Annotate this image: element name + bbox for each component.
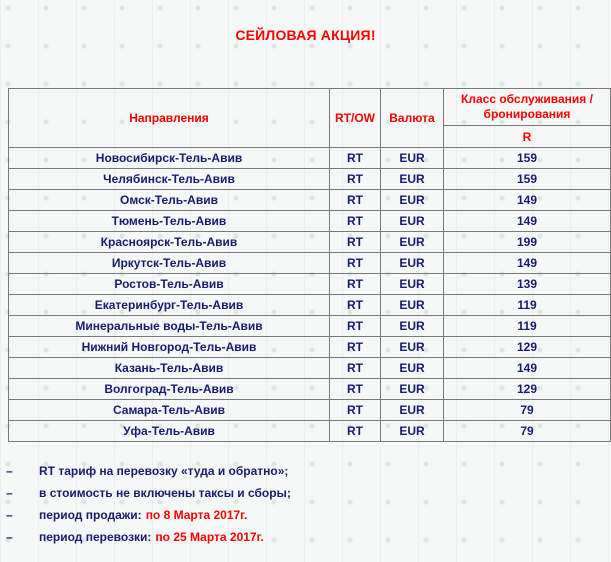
price-cell: 199 bbox=[444, 232, 611, 253]
rt-ow-cell: RT bbox=[330, 169, 381, 190]
rt-ow-cell: RT bbox=[330, 232, 381, 253]
route-cell: Уфа-Тель-Авив bbox=[9, 421, 330, 442]
price-cell: 79 bbox=[444, 421, 611, 442]
price-cell: 159 bbox=[444, 148, 611, 169]
price-cell: 149 bbox=[444, 253, 611, 274]
table-row bbox=[9, 421, 611, 442]
table-row bbox=[9, 169, 611, 190]
price-cell: 149 bbox=[444, 211, 611, 232]
header-route: Направления bbox=[9, 89, 330, 148]
route-cell: Волгоград-Тель-Авив bbox=[9, 379, 330, 400]
route-cell: Тюмень-Тель-Авив bbox=[9, 211, 330, 232]
rt-ow-cell: RT bbox=[330, 253, 381, 274]
route-cell: Минеральные воды-Тель-Авив bbox=[9, 316, 330, 337]
note-text: период перевозки: bbox=[39, 530, 152, 544]
note-item bbox=[6, 526, 606, 548]
currency-cell: EUR bbox=[381, 232, 444, 253]
currency-cell: EUR bbox=[381, 337, 444, 358]
rt-ow-cell: RT bbox=[330, 379, 381, 400]
table-row bbox=[9, 253, 611, 274]
table-row bbox=[9, 148, 611, 169]
price-cell: 129 bbox=[444, 379, 611, 400]
note-item bbox=[6, 482, 606, 504]
rt-ow-cell: RT bbox=[330, 148, 381, 169]
table-row bbox=[9, 274, 611, 295]
table-row bbox=[9, 316, 611, 337]
rt-ow-cell: RT bbox=[330, 400, 381, 421]
note-dash: – bbox=[6, 530, 13, 544]
route-cell: Екатеринбург-Тель-Авив bbox=[9, 295, 330, 316]
route-cell: Нижний Новгород-Тель-Авив bbox=[9, 337, 330, 358]
table-row bbox=[9, 232, 611, 253]
route-cell: Казань-Тель-Авив bbox=[9, 358, 330, 379]
currency-cell: EUR bbox=[381, 169, 444, 190]
currency-cell: EUR bbox=[381, 148, 444, 169]
price-cell: 119 bbox=[444, 295, 611, 316]
rt-ow-cell: RT bbox=[330, 358, 381, 379]
price-cell: 79 bbox=[444, 400, 611, 421]
note-text: период продажи: bbox=[39, 508, 142, 522]
header-class: Класс обслуживания / бронирования bbox=[444, 89, 611, 126]
header-currency: Валюта bbox=[381, 89, 444, 148]
note-item bbox=[6, 504, 606, 526]
currency-cell: EUR bbox=[381, 316, 444, 337]
route-cell: Омск-Тель-Авив bbox=[9, 190, 330, 211]
table-row bbox=[9, 190, 611, 211]
note-dash: – bbox=[6, 464, 13, 478]
route-cell: Челябинск-Тель-Авив bbox=[9, 169, 330, 190]
price-cell: 139 bbox=[444, 274, 611, 295]
table-row bbox=[9, 358, 611, 379]
note-highlight: по 8 Марта 2017г. bbox=[145, 508, 248, 522]
table-row bbox=[9, 337, 611, 358]
fare-rows bbox=[9, 148, 611, 442]
price-cell: 149 bbox=[444, 358, 611, 379]
table-row bbox=[9, 400, 611, 421]
currency-cell: EUR bbox=[381, 190, 444, 211]
route-cell: Самара-Тель-Авив bbox=[9, 400, 330, 421]
currency-cell: EUR bbox=[381, 358, 444, 379]
price-cell: 159 bbox=[444, 169, 611, 190]
fares-table bbox=[8, 88, 611, 442]
route-cell: Ростов-Тель-Авив bbox=[9, 274, 330, 295]
price-cell: 129 bbox=[444, 337, 611, 358]
currency-cell: EUR bbox=[381, 379, 444, 400]
note-text: RT тариф на перевозку «туда и обратно»; bbox=[39, 464, 289, 478]
table-row bbox=[9, 295, 611, 316]
note-item bbox=[6, 460, 606, 482]
header-rt-ow: RT/OW bbox=[330, 89, 381, 148]
rt-ow-cell: RT bbox=[330, 211, 381, 232]
currency-cell: EUR bbox=[381, 274, 444, 295]
table-row bbox=[9, 211, 611, 232]
rt-ow-cell: RT bbox=[330, 274, 381, 295]
route-cell: Иркутск-Тель-Авив bbox=[9, 253, 330, 274]
note-highlight: по 25 Марта 2017г. bbox=[155, 530, 264, 544]
header-class-code: R bbox=[444, 126, 611, 148]
rt-ow-cell: RT bbox=[330, 421, 381, 442]
note-dash: – bbox=[6, 486, 13, 500]
rt-ow-cell: RT bbox=[330, 190, 381, 211]
rt-ow-cell: RT bbox=[330, 337, 381, 358]
table-header-row bbox=[9, 89, 611, 126]
price-cell: 119 bbox=[444, 316, 611, 337]
notes-list bbox=[6, 460, 606, 548]
route-cell: Новосибирск-Тель-Авив bbox=[9, 148, 330, 169]
currency-cell: EUR bbox=[381, 211, 444, 232]
note-text: в стоимость не включены таксы и сборы; bbox=[39, 486, 291, 500]
currency-cell: EUR bbox=[381, 400, 444, 421]
note-dash: – bbox=[6, 508, 13, 522]
price-cell: 149 bbox=[444, 190, 611, 211]
page-title: СЕЙЛОВАЯ АКЦИЯ! bbox=[235, 27, 376, 43]
currency-cell: EUR bbox=[381, 421, 444, 442]
route-cell: Красноярск-Тель-Авив bbox=[9, 232, 330, 253]
rt-ow-cell: RT bbox=[330, 295, 381, 316]
rt-ow-cell: RT bbox=[330, 316, 381, 337]
currency-cell: EUR bbox=[381, 295, 444, 316]
table-row bbox=[9, 379, 611, 400]
currency-cell: EUR bbox=[381, 253, 444, 274]
